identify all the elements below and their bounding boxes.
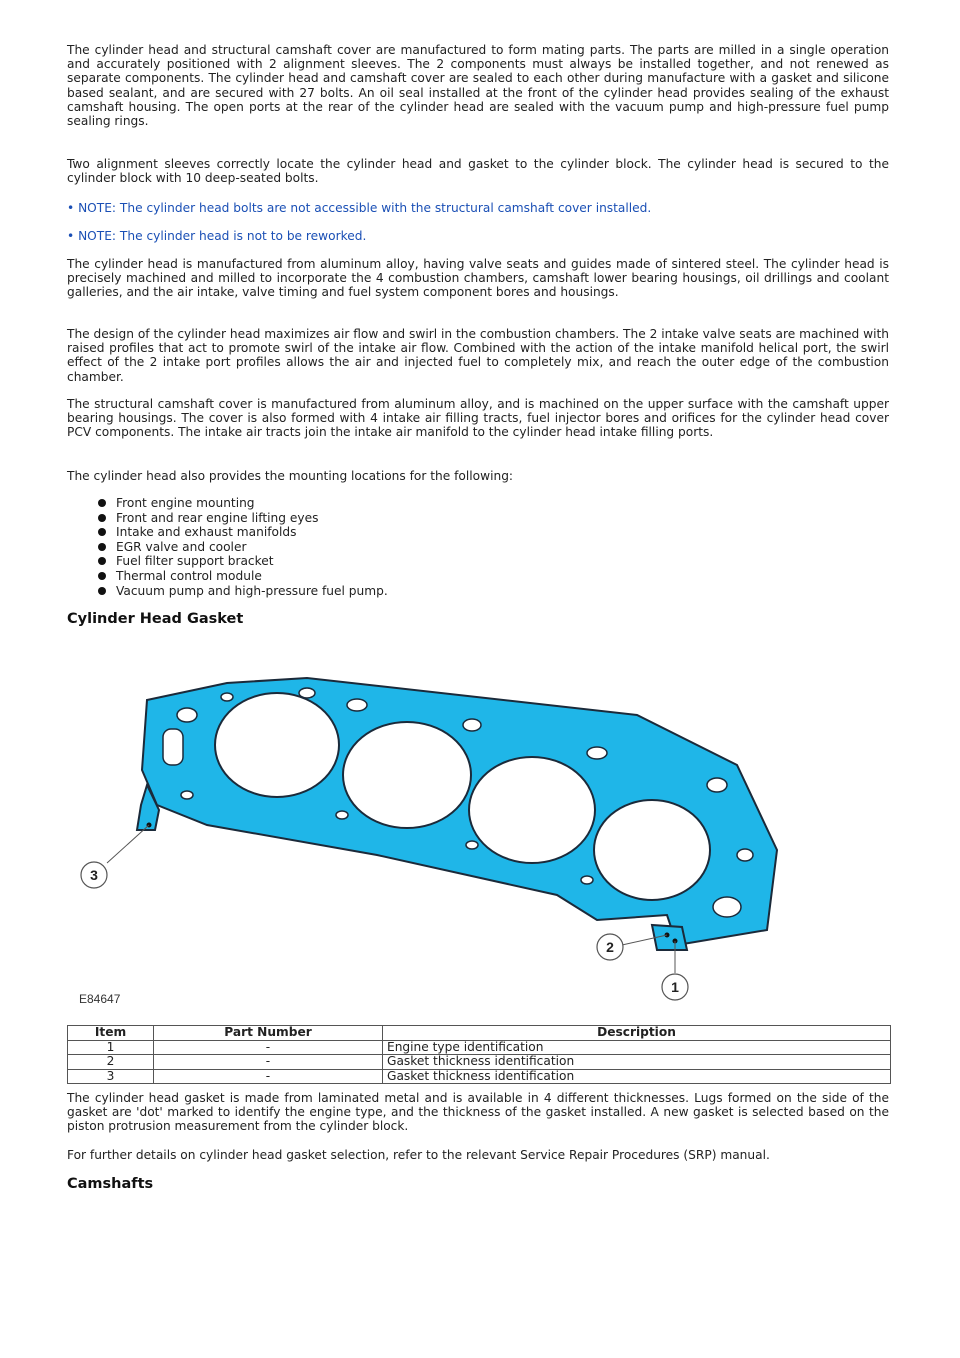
list-item: Vacuum pump and high-pressure fuel pump. <box>98 584 388 599</box>
table-row <box>68 1040 891 1055</box>
cell-description: Engine type identification <box>383 1040 891 1055</box>
callout-1-label: 1 <box>671 979 679 995</box>
callout-3 <box>81 862 107 888</box>
heading-camshafts: Camshafts <box>67 1176 154 1192</box>
callout-2 <box>597 934 623 960</box>
column-header-part-number: Part Number <box>154 1026 383 1041</box>
note-bolts: • NOTE: The cylinder head bolts are not accessible with the structural camshaft cover installed. <box>67 201 652 215</box>
cell-description: Gasket thickness identification <box>383 1055 891 1070</box>
column-header-description: Description <box>383 1026 891 1041</box>
list-item: Front and rear engine lifting eyes <box>98 511 388 526</box>
paragraph-mounting-intro: The cylinder head also provides the mounting locations for the following: <box>67 469 514 483</box>
cell-item: 1 <box>68 1040 154 1055</box>
paragraph-alignment: Two alignment sleeves correctly locate the cylinder head and gasket to the cylinder block. The cylinder head is secured to the cylinder block with 10 deep-seated bolts. <box>67 157 889 186</box>
column-header-item: Item <box>68 1026 154 1041</box>
cell-item: 3 <box>68 1069 154 1084</box>
table-row <box>68 1069 891 1084</box>
parts-table <box>67 1025 891 1084</box>
list-item: Front engine mounting <box>98 496 388 511</box>
paragraph-intro: The cylinder head and structural camshaft cover are manufactured to form mating parts. The parts are milled in a single operation and accurately positioned with 2 alignment sleeves. The 2 components must always be installed together, and not renewed as separate components. The cylinder head and camshaft cover are sealed to each other during manufacture with a gasket and silicone based sealant, and are secured with 27 bolts. An oil seal installed at the front of the cylinder head provides sealing of the exhaust camshaft housing. The open ports at the rear of the cylinder head are sealed with the vacuum pump and high-pressure fuel pump sealing rings. <box>67 43 889 129</box>
cell-part-number: - <box>154 1069 383 1084</box>
note-rework: • NOTE: The cylinder head is not to be reworked. <box>67 229 367 243</box>
paragraph-camshaft-cover: The structural camshaft cover is manufactured from aluminum alloy, and is machined on the upper surface with the camshaft upper bearing housings. The cover is also formed with 4 intake air filling tracts, fuel injector bores and orifices for the cylinder head cover PCV components. The intake air tracts join the intake air manifold to the cylinder head intake filling ports. <box>67 397 889 440</box>
paragraph-design: The design of the cylinder head maximizes air flow and swirl in the combustion chambers. The 2 intake valve seats are machined with raised profiles that act to promote swirl of the intake air flow. Combined with the action of the intake manifold helical port, the swirl effect of the 2 intake port profiles allows the air and injected fuel to completely mix, and reach the outer edge of the combustion chamber. <box>67 327 889 384</box>
gasket-illustration <box>77 645 877 1010</box>
callout-1 <box>662 974 688 1000</box>
cell-item: 2 <box>68 1055 154 1070</box>
callout-3-label: 3 <box>90 867 98 883</box>
gasket-figure <box>77 645 877 1010</box>
paragraph-material: The cylinder head is manufactured from aluminum alloy, having valve seats and guides made of sintered steel. The cylinder head is precisely machined and milled to incorporate the 4 combustion chambers, camshaft lower bearing housings, oil drillings and coolant galleries, and the air intake, valve timing and fuel system component bores and housings. <box>67 257 889 300</box>
cylinder-bore-2 <box>343 722 471 828</box>
cell-description: Gasket thickness identification <box>383 1069 891 1084</box>
cylinder-bore-1 <box>215 693 339 797</box>
table-row <box>68 1055 891 1070</box>
list-item: EGR valve and cooler <box>98 540 388 555</box>
paragraph-gasket-selection: For further details on cylinder head gasket selection, refer to the relevant Service Repair Procedures (SRP) manual. <box>67 1148 770 1162</box>
cylinder-bore-4 <box>594 800 710 900</box>
figure-code: E84647 <box>79 992 121 1006</box>
table-header-row <box>68 1026 891 1041</box>
cell-part-number: - <box>154 1040 383 1055</box>
paragraph-gasket-description: The cylinder head gasket is made from laminated metal and is available in 4 different thicknesses. Lugs formed on the side of the gasket are 'dot' marked to identify the engine type, and the thickness of the gasket installed. A new gasket is selected based on the piston protrusion measurement from the cylinder block. <box>67 1091 889 1134</box>
list-item: Fuel filter support bracket <box>98 554 388 569</box>
heading-cylinder-head-gasket: Cylinder Head Gasket <box>67 611 244 627</box>
list-item: Intake and exhaust manifolds <box>98 525 388 540</box>
list-item: Thermal control module <box>98 569 388 584</box>
cell-part-number: - <box>154 1055 383 1070</box>
mounting-list <box>67 496 388 598</box>
callout-2-label: 2 <box>606 939 614 955</box>
cylinder-bore-3 <box>469 757 595 863</box>
